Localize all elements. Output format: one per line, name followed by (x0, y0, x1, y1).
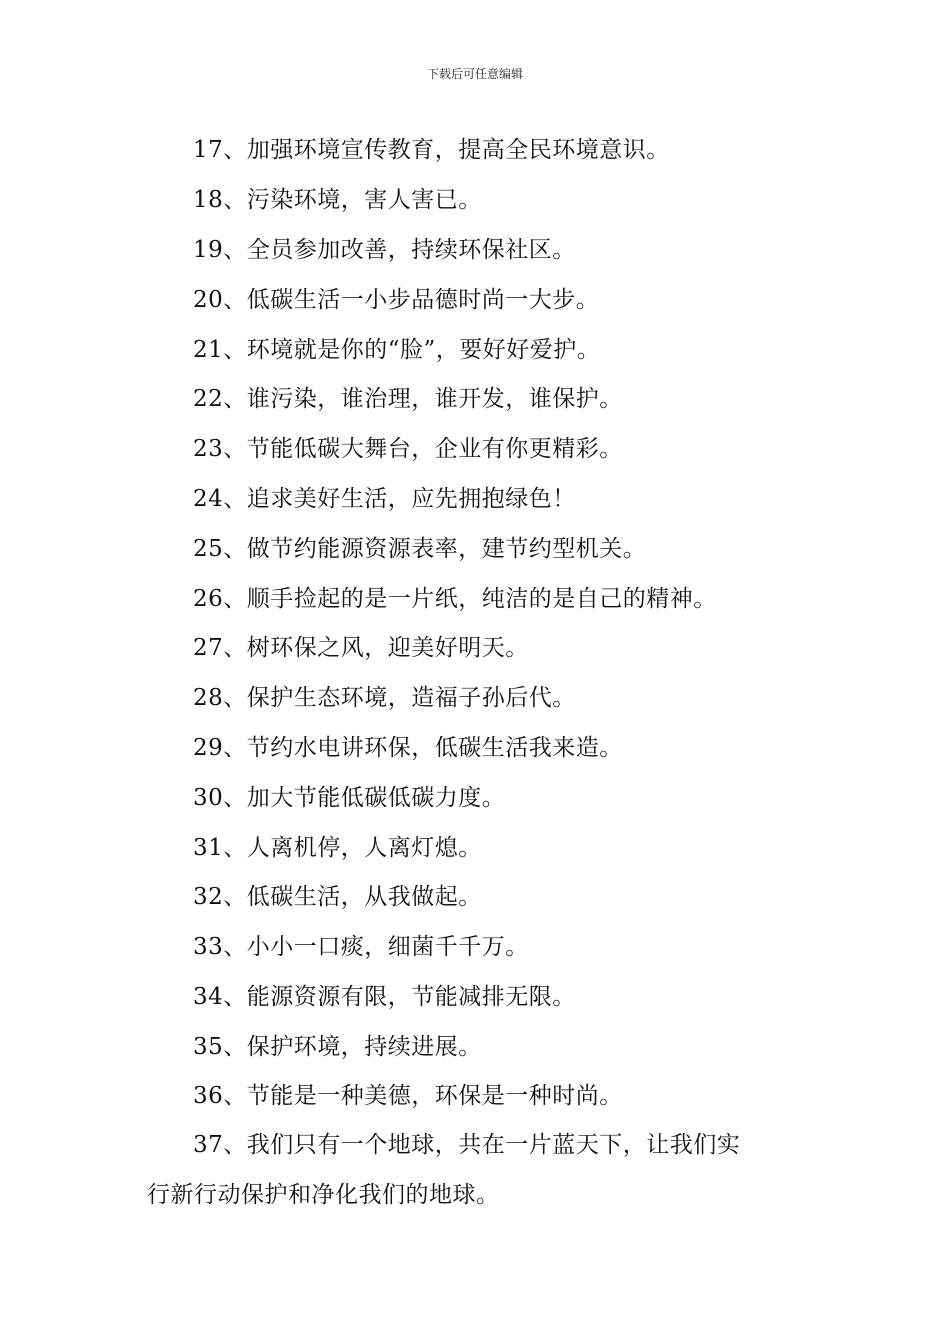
slogan-line: 19、全员参加改善，持续环保社区。 (193, 237, 576, 263)
closing-paragraph-line-1: 37、我们只有一个地球，共在一片蓝天下，让我们实 (193, 1132, 741, 1158)
slogan-line: 20、低碳生活一小步品德时尚一大步。 (193, 287, 600, 313)
slogan-line: 31、人离机停，人离灯熄。 (193, 835, 482, 861)
slogan-line: 24、追求美好生活，应先拥抱绿色！ (193, 486, 576, 512)
closing-paragraph-line-2: 行新行动保护和净化我们的地球。 (147, 1182, 500, 1208)
slogan-line: 32、低碳生活，从我做起。 (193, 884, 482, 910)
slogan-line: 35、保护环境，持续进展。 (193, 1034, 482, 1060)
slogan-line: 26、顺手捡起的是一片纸，纯洁的是自己的精神。 (193, 586, 717, 612)
slogan-line: 18、污染环境，害人害已。 (193, 187, 482, 213)
page-header-note: 下载后可任意编辑 (426, 67, 523, 81)
slogan-line: 34、能源资源有限，节能减排无限。 (193, 984, 576, 1010)
slogan-line: 33、小小一口痰，细菌千千万。 (193, 934, 529, 960)
slogan-line: 28、保护生态环境，造福子孙后代。 (193, 685, 576, 711)
slogan-line: 17、加强环境宣传教育，提高全民环境意识。 (193, 137, 670, 163)
slogan-line: 29、节约水电讲环保，低碳生活我来造。 (193, 735, 623, 761)
slogan-line: 30、加大节能低碳低碳力度。 (193, 785, 506, 811)
slogan-line: 22、谁污染，谁治理，谁开发，谁保护。 (193, 386, 623, 412)
slogan-line: 27、树环保之风，迎美好明天。 (193, 635, 529, 661)
slogan-line: 21、环境就是你的“脸”，要好好爱护。 (193, 337, 601, 363)
slogan-line: 23、节能低碳大舞台，企业有你更精彩。 (193, 436, 623, 462)
slogan-line: 25、做节约能源资源表率，建节约型机关。 (193, 536, 647, 562)
closing-paragraph (147, 1130, 812, 1230)
slogan-line: 36、节能是一种美德，环保是一种时尚。 (193, 1083, 623, 1109)
